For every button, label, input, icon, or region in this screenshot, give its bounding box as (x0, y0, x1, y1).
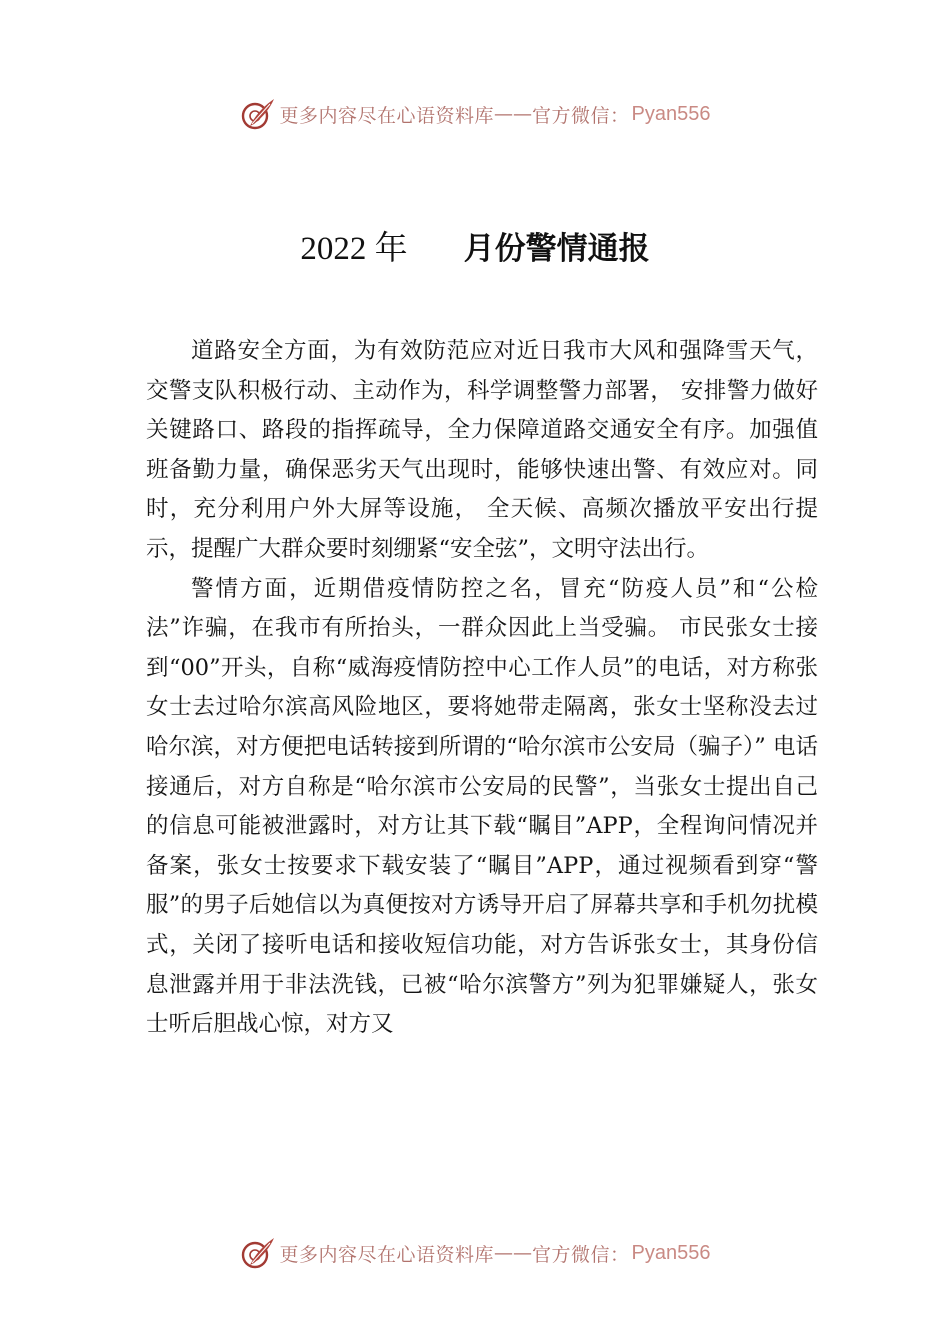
watermark-prefix: 更多内容尽在心语资料库 (279, 1243, 495, 1266)
watermark-official: 官方微信： (532, 1243, 630, 1266)
watermark-separator: —— (494, 103, 533, 125)
document-body (146, 332, 818, 1045)
paragraph-police-situation: 警情方面，近期借疫情防控之名，冒充“防疫人员”和“公检法”诈骗，在我市有所抬头，一群众因此上当受骗。 市民张女士接到“00”开头，自称“威海疫情防控中心工作人员”的电话，对方称张女士去过哈尔滨高风险地区，要将她带走隔离，张女士坚称没去过哈尔滨，对方便把电话转接到所谓的“哈尔滨市公安局（骗子）” 电话接通后，对方自称是“哈尔滨市公安局的民警”，当张女士提出自己的信息可能被泄露时，对方让其下载“瞩目”APP，全程询问情况并备案，张女士按要求下载安装了“瞩目”APP，通过视频看到穿“警服”的男子后她信以为真便按对方诱导开启了屏幕共享和手机勿扰模式，关闭了接听电话和接收短信功能，对方告诉张女士，其身份信息泄露并用于非法洗钱，已被“哈尔滨警方”列为犯罪嫌疑人，张女士听后胆战心惊，对方又 (146, 575, 818, 1038)
watermark-wechat-id: Pyan556 (631, 102, 711, 125)
header-watermark (0, 94, 950, 134)
quill-logo-icon (240, 96, 276, 132)
watermark-separator: —— (494, 1242, 533, 1264)
watermark-wechat-id: Pyan556 (631, 1241, 711, 1264)
quill-logo-icon (240, 1235, 276, 1271)
paragraph-road-safety: 道路安全方面，为有效防范应对近日我市大风和强降雪天气，交警支队积极行动、主动作为，科学调整警力部署， 安排警力做好关键路口、路段的指挥疏导，全力保障道路交通安全有序。加强值班备勤力量，确保恶劣天气出现时，能够快速出警、有效应对。同时，充分利用户外大屏等设施， 全天候、高频次播放平安出行提示，提醒广大群众要时刻绷紧“安全弦”，文明守法出行。 (146, 338, 818, 562)
document-title (0, 222, 950, 269)
footer-watermark (0, 1233, 950, 1273)
title-year: 2022 年 (300, 231, 408, 267)
watermark-prefix: 更多内容尽在心语资料库 (279, 104, 495, 127)
watermark-official: 官方微信： (532, 104, 630, 127)
title-text: 月份警情通报 (463, 231, 650, 267)
